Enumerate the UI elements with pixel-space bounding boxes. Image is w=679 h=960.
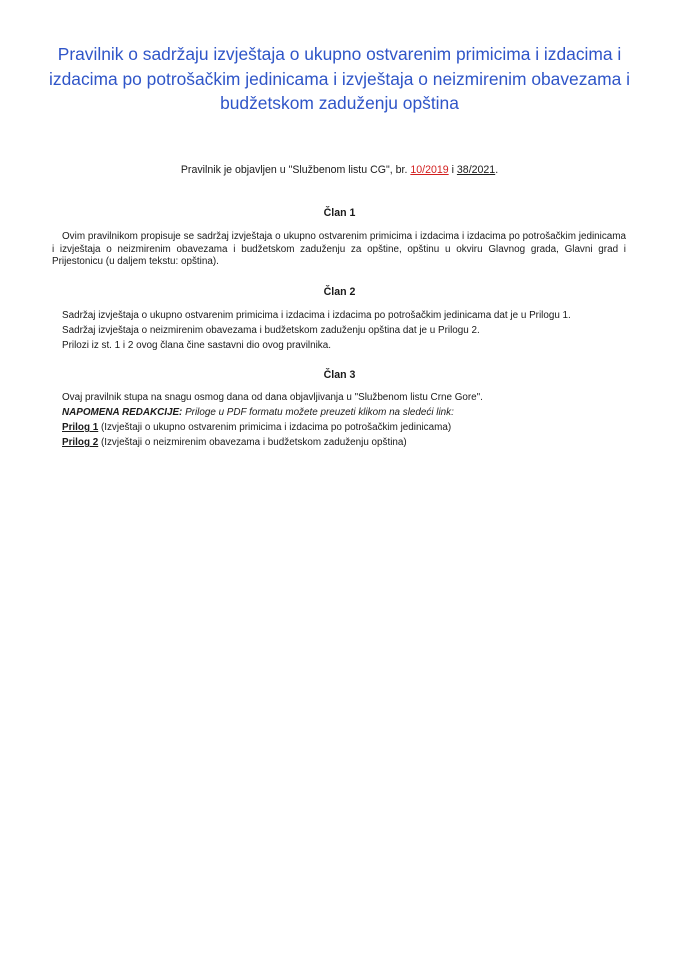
article-1-heading: Član 1: [323, 207, 356, 219]
article-2-paragraph-2: Sadržaj izvještaja o neizmirenim obavezama i budžetskom zaduženju opština dat je u Prilogu 2.: [62, 325, 480, 336]
editorial-note-text: Priloge u PDF formatu možete preuzeti klikom na sledeći link:: [182, 407, 454, 418]
gazette-link-38-2021[interactable]: 38/2021: [456, 164, 496, 176]
editorial-note: [62, 407, 632, 420]
publication-connector: i: [448, 164, 457, 176]
document-title: Pravilnik o sadržaju izvještaja o ukupno ostvarenim primicima i izdacima i izdacima po potrošačkim jedinicama i izvještaja o neizmirenim obavezama i budžetskom zaduženju opština: [49, 44, 630, 113]
article-3-heading: Član 3: [323, 369, 356, 381]
article-2-paragraph-3: Prilozi iz st. 1 i 2 ovog člana čine sastavni dio ovog pravilnika.: [62, 340, 331, 351]
editorial-note-label: NAPOMENA REDAKCIJE:: [62, 407, 183, 418]
attachment-link-prilog-1[interactable]: Prilog 1: [62, 422, 99, 433]
article-2-heading: Član 2: [323, 286, 356, 298]
article-1-paragraph-1: Ovim pravilnikom propisuje se sadržaj izvještaja o ukupno ostvarenim primicima i izdacima i izdacima po potrošačkim jedinicama i izvještaja o neizmirenim obavezama i budžetskom zaduženju za opštine, opštinu u okviru Glavnog grada, Glavni grad i Prijestonicu (u daljem tekstu: opština).: [52, 231, 626, 268]
attachment-item: [62, 437, 632, 450]
attachment-link-prilog-2[interactable]: Prilog 2: [62, 437, 99, 448]
attachment-description: (Izvještaji o neizmirenim obavezama i budžetskom zaduženju opština): [98, 437, 407, 448]
attachment-description: (Izvještaji o ukupno ostvarenim primicima i izdacima po potrošačkim jedinicama): [98, 422, 452, 433]
article-3-paragraph-1: Ovaj pravilnik stupa na snagu osmog dana od dana objavljivanja u "Službenom listu Crne Gore".: [62, 392, 483, 403]
attachment-item: [62, 422, 632, 435]
article-2-paragraph-1: Sadržaj izvještaja o ukupno ostvarenim primicima i izdacima i izdacima po potrošačkim jedinicama dat je u Prilogu 1.: [62, 310, 571, 321]
publication-info: [0, 163, 679, 177]
gazette-link-10-2019[interactable]: 10/2019: [410, 164, 449, 176]
publication-suffix: .: [495, 164, 499, 176]
publication-prefix: Pravilnik je objavljen u "Službenom listu CG", br.: [180, 164, 411, 176]
